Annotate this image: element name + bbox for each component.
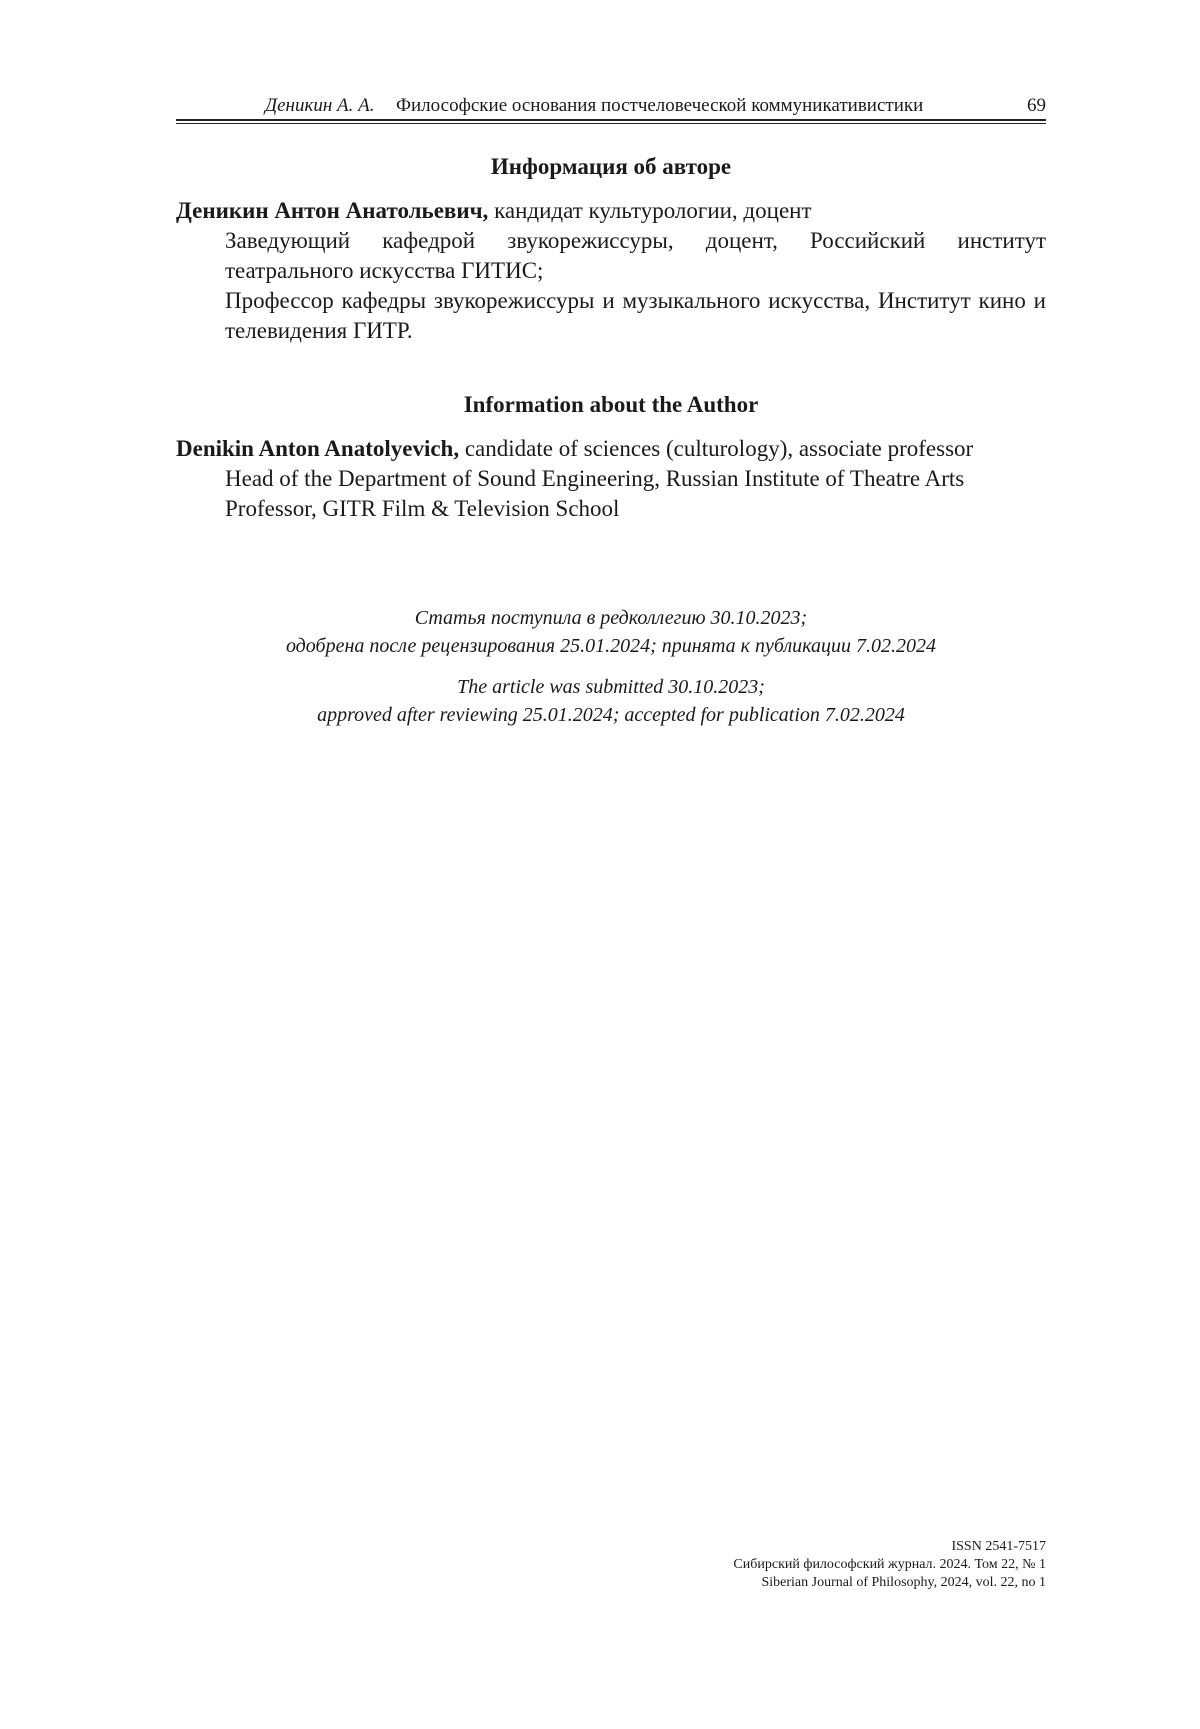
author-degree-ru: кандидат культурологии, доцент [488,198,812,223]
running-header [176,94,1046,118]
author-name-ru: Деникин Антон Анатольевич, [176,198,489,223]
author-info-en [176,390,1046,524]
running-header-title: Философские основания постчеловеческой коммуникативистики [396,95,924,116]
footer-issn: ISSN 2541-7517 [951,1539,1046,1554]
header-rule [176,119,1046,121]
footer-journal-en: Siberian Journal of Philosophy, 2024, vol. 22, no 1 [761,1575,1046,1590]
dates-ru-line-2: одобрена после рецензирования 25.01.2024; принята к публикации 7.02.2024 [285,635,937,657]
author-affiliation-en-1: Head of the Department of Sound Engineering, Russian Institute of Theatre Arts [225,466,965,491]
author-info-en-heading: Information about the Author [463,392,759,417]
author-info-ru-heading: Информация об авторе [490,154,732,179]
author-affiliation-en-2: Professor, GITR Film & Television School [225,496,620,521]
dates-en-line-1: The article was submitted 30.10.2023; [457,676,765,698]
article-dates-en [176,673,1046,729]
author-info-ru [176,152,1046,346]
author-affiliation-ru-1: Заведующий кафедрой звукорежиссуры, доцент, Российский институт театрального искусства ГИТИС; [225,228,1046,283]
author-degree-en: candidate of sciences (culturology), associate professor [459,436,974,461]
author-affiliation-ru-2: Профессор кафедры звукорежиссуры и музыкального искусства, Институт кино и телевидения ГИТР. [225,288,1046,343]
running-header-author: Деникин А. А. [265,95,375,116]
journal-footer [733,1538,1046,1592]
author-name-en: Denikin Anton Anatolyevich, [176,436,460,461]
article-dates-ru [176,604,1046,660]
dates-ru-line-1: Статья поступила в редколлегию 30.10.2023; [414,607,808,629]
footer-journal-ru: Сибирский философский журнал. 2024. Том 22, № 1 [733,1557,1046,1572]
page-number: 69 [1027,95,1046,116]
dates-en-line-2: approved after reviewing 25.01.2024; accepted for publication 7.02.2024 [317,704,905,726]
author-line-ru [176,196,1046,226]
header-rule-thin [176,123,1046,124]
author-line-en [176,434,1046,464]
